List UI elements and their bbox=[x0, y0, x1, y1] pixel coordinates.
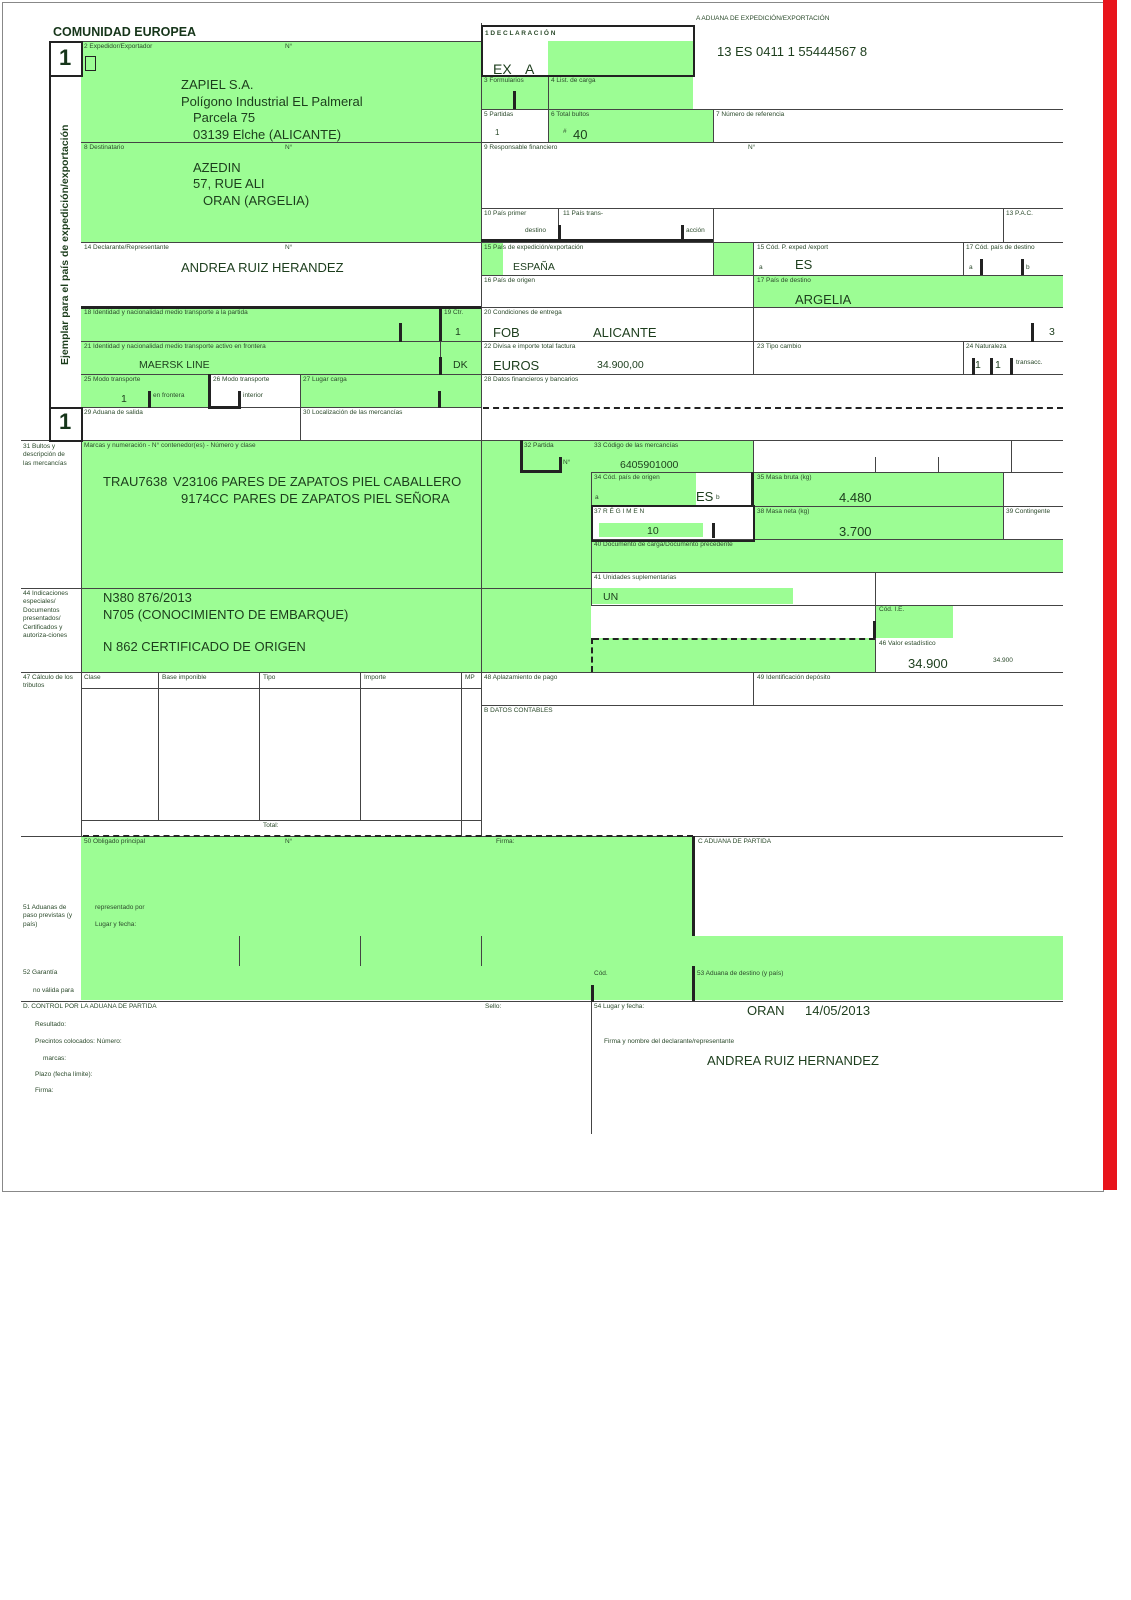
consignee-line3: ORAN (ARGELIA) bbox=[203, 193, 310, 208]
document-line1: N380 876/2013 bbox=[103, 590, 192, 605]
box22-label: 22 Divisa e importe total factura bbox=[484, 343, 576, 350]
rule bbox=[481, 705, 1063, 706]
container-value: 1 bbox=[455, 326, 461, 338]
box21-label: 21 Identidad y nacionalidad medio transporte activo en frontera bbox=[84, 343, 266, 350]
destination-country: ARGELIA bbox=[795, 292, 852, 307]
box29-label: 29 Aduana de salida bbox=[84, 409, 143, 416]
box17-code-a: a bbox=[969, 264, 973, 271]
box50-no-label: N° bbox=[285, 838, 293, 845]
rule bbox=[753, 506, 1063, 507]
gross-mass: 4.480 bbox=[839, 490, 872, 505]
box6-value: 40 bbox=[573, 127, 588, 142]
rule bbox=[21, 588, 591, 589]
exporter-line2: Polígono Industrial EL Palmeral bbox=[181, 94, 363, 109]
box34-code-b: b bbox=[716, 494, 720, 501]
consignee-line2: 57, RUE ALI bbox=[193, 176, 265, 191]
form-title: COMUNIDAD EUROPEA bbox=[53, 25, 197, 39]
box11-label2: acción bbox=[686, 227, 705, 234]
incoterm-code: 3 bbox=[1049, 326, 1055, 338]
box15-code-label: 15 Cód. P. exped /export bbox=[757, 244, 829, 251]
box8-no-label: N° bbox=[285, 144, 293, 151]
bold-rule bbox=[1010, 358, 1013, 375]
bold-rule bbox=[1021, 259, 1024, 275]
rule bbox=[239, 936, 240, 966]
exporter-line1: ZAPIEL S.A. bbox=[181, 77, 254, 92]
tax-header-base: Base imponible bbox=[162, 674, 207, 681]
box14-label: 14 Declarante/Representante bbox=[84, 244, 169, 251]
tax-header-class: Clase bbox=[84, 674, 101, 681]
rule bbox=[591, 605, 1063, 606]
box1-label: 1 D E C L A R A C I Ó N bbox=[485, 30, 556, 37]
transaction-nature-2: 1 bbox=[995, 359, 1001, 371]
copy-number-bottom: 1 bbox=[59, 409, 72, 434]
rule bbox=[591, 572, 1063, 573]
statistical-value-small: 34.900 bbox=[993, 657, 1013, 664]
vessel-name: MAERSK LINE bbox=[139, 359, 210, 371]
box50-label: 50 Obligado principal bbox=[84, 838, 146, 845]
tax-total-label: Total: bbox=[263, 822, 279, 829]
box17-code-b: b bbox=[1026, 264, 1030, 271]
box25-sub: en frontera bbox=[153, 392, 185, 399]
box54-signature-label: Firma y nombre del declarante/representante bbox=[604, 1038, 735, 1045]
rule bbox=[548, 75, 549, 143]
dashed-rule bbox=[483, 407, 1063, 409]
box9-no-label: N° bbox=[748, 144, 756, 151]
box19-label: 19 Ctr. bbox=[444, 309, 464, 316]
bold-rule bbox=[148, 391, 151, 408]
box17-label: 17 Cód. país de destino bbox=[966, 244, 1035, 251]
boxD-deadline-label: Plazo (fecha límite): bbox=[35, 1071, 93, 1078]
bold-rule bbox=[751, 472, 754, 505]
bold-rule bbox=[873, 621, 876, 638]
principal-field[interactable] bbox=[81, 836, 693, 936]
bold-rule bbox=[439, 307, 442, 341]
boxD-signature-label: Firma: bbox=[35, 1087, 54, 1094]
boxD-marks-label: marcas: bbox=[43, 1055, 67, 1062]
box9-label: 9 Responsable financiero bbox=[484, 144, 558, 151]
box50-represented-label: representado por bbox=[95, 904, 145, 911]
border-transport-mode: 1 bbox=[121, 393, 127, 405]
goods-line2-desc: PARES DE ZAPATOS PIEL SEÑORA bbox=[233, 491, 450, 506]
rule bbox=[360, 936, 361, 966]
bold-rule bbox=[712, 523, 715, 538]
rule bbox=[81, 820, 481, 821]
bold-rule bbox=[990, 358, 993, 375]
rule bbox=[81, 374, 1063, 375]
box31-side-label: 31 Bultos y descripción de las mercancías bbox=[23, 443, 67, 467]
rule bbox=[360, 672, 361, 821]
goods-line1-desc: V23106 PARES DE ZAPATOS PIEL CABALLERO bbox=[173, 474, 462, 489]
customs-regime: 10 bbox=[647, 525, 659, 537]
box41-label: 41 Unidades suplementarias bbox=[594, 574, 677, 581]
boxD-result-label: Resultado: bbox=[35, 1021, 67, 1028]
box23-label: 23 Tipo cambio bbox=[757, 343, 802, 350]
box35-label: 35 Masa bruta (kg) bbox=[757, 474, 812, 481]
box10-label2: destino bbox=[525, 227, 546, 234]
dispatch-country: ESPAÑA bbox=[513, 261, 555, 273]
box26-sub: interior bbox=[243, 392, 263, 399]
rule bbox=[21, 672, 1063, 673]
rule bbox=[753, 242, 754, 374]
box2-label: 2 Expedidor/Exportador bbox=[84, 43, 153, 50]
rule bbox=[963, 341, 964, 374]
rule bbox=[713, 109, 714, 143]
box52-code-label: Cód. bbox=[594, 970, 608, 977]
bold-rule bbox=[439, 357, 442, 375]
rule bbox=[481, 672, 482, 836]
origin-country-code: ES bbox=[696, 489, 714, 504]
special-mentions-extra bbox=[591, 638, 875, 672]
box49-label: 49 Identificación depósito bbox=[757, 674, 831, 681]
box32-label: 32 Partida bbox=[524, 442, 554, 449]
tax-header-rate: Tipo bbox=[263, 674, 276, 681]
bold-rule bbox=[591, 985, 594, 1002]
bold-rule bbox=[559, 457, 562, 473]
dispatch-code: ES bbox=[795, 257, 813, 272]
rule bbox=[481, 109, 1063, 110]
bold-rule bbox=[238, 391, 241, 408]
copy-side-label: Ejemplar para el país de expedición/exportación bbox=[59, 124, 71, 365]
supplementary-units: UN bbox=[603, 591, 619, 603]
box2-no-label: N° bbox=[285, 43, 293, 50]
customs-declaration-form bbox=[2, 2, 1104, 1192]
exporter-checkbox[interactable] bbox=[85, 56, 96, 71]
rule bbox=[158, 672, 159, 821]
bold-rule bbox=[1031, 323, 1034, 342]
declaration-type: EX bbox=[493, 61, 512, 77]
declarant-signature-name: ANDREA RUIZ HERNANDEZ bbox=[707, 1053, 879, 1068]
invoice-amount: 34.900,00 bbox=[597, 359, 644, 371]
box34-label: 34 Cód. país de origen bbox=[594, 474, 660, 481]
box50-place-date-label: Lugar y fecha: bbox=[95, 921, 137, 928]
rule bbox=[300, 374, 301, 440]
declaration-subtype: A bbox=[525, 61, 535, 77]
box33-label: 33 Código de las mercancías bbox=[594, 442, 679, 449]
incoterm-place: ALICANTE bbox=[593, 325, 657, 340]
box40-label: 40 Documento de carga/Documento precedente bbox=[594, 541, 733, 548]
boxD-seals-label: Precintos colocados: Número: bbox=[35, 1038, 122, 1045]
box30-label: 30 Localización de las mercancías bbox=[303, 409, 403, 416]
box51-side-label: 51 Aduanas de paso previstas (y país) bbox=[23, 904, 73, 928]
box4-label: 4 List. de carga bbox=[551, 77, 596, 84]
document-line3: N 862 CERTIFICADO DE ORIGEN bbox=[103, 639, 306, 654]
bold-rule bbox=[520, 440, 523, 473]
bold-rule bbox=[520, 470, 562, 473]
bold-rule bbox=[513, 91, 516, 109]
bold-rule bbox=[681, 225, 684, 242]
goods-line2-mark: 9174CC bbox=[181, 491, 229, 506]
box24-suffix: transacc. bbox=[1016, 359, 1043, 366]
goods-description-field[interactable] bbox=[81, 440, 591, 588]
vessel-country: DK bbox=[453, 359, 468, 371]
declaration-place: ORAN bbox=[747, 1003, 785, 1018]
dashed-rule bbox=[591, 638, 593, 672]
copy-number: 1 bbox=[59, 45, 72, 70]
document-line2: N705 (CONOCIMIENTO DE EMBARQUE) bbox=[103, 607, 349, 622]
rule bbox=[21, 1001, 1063, 1002]
rule bbox=[938, 457, 939, 473]
consignee-line1: AZEDIN bbox=[193, 160, 241, 175]
box10-label: 10 País primer bbox=[484, 210, 527, 217]
rule bbox=[1011, 440, 1012, 473]
box6-prefix: # bbox=[563, 128, 567, 135]
box44-code-ie: Cód. I.E. bbox=[879, 606, 905, 613]
declarant-name: ANDREA RUIZ HERANDEZ bbox=[181, 260, 344, 275]
box47-side-label: 47 Cálculo de los tributos bbox=[23, 674, 73, 690]
box50-signature-label: Firma: bbox=[496, 838, 515, 845]
bold-rule bbox=[558, 225, 561, 242]
exporter-line3: Parcela 75 bbox=[193, 110, 256, 125]
box54-label: 54 Lugar y fecha: bbox=[594, 1003, 645, 1010]
box52-side-label: 52 Garantía bbox=[23, 969, 58, 976]
box48-label: 48 Aplazamiento de pago bbox=[484, 674, 558, 681]
box31-label: Marcas y numeración - N° contenedor(es) - Número y clase bbox=[84, 442, 256, 449]
dispatch-code-field[interactable] bbox=[713, 242, 753, 276]
box24-label: 24 Naturaleza bbox=[966, 343, 1007, 350]
commodity-code: 6405901000 bbox=[620, 459, 679, 471]
box44-side-label: 44 Indicaciones especiales/ Documentos presentados/ Certificados y autoriza-ciones bbox=[23, 590, 69, 640]
bold-rule bbox=[980, 259, 983, 275]
rule bbox=[1003, 208, 1004, 242]
dashed-rule bbox=[593, 638, 875, 640]
box18-label: 18 Identidad y nacionalidad medio transporte a la partida bbox=[84, 309, 248, 316]
boxD-label: D. CONTROL POR LA ADUANA DE PARTIDA bbox=[23, 1003, 157, 1010]
boxD-seal-label: Sello: bbox=[485, 1003, 502, 1010]
exporter-line4: 03139 Elche (ALICANTE) bbox=[193, 127, 342, 142]
bold-rule bbox=[692, 836, 695, 936]
box17-dest-label: 17 País de destino bbox=[757, 277, 811, 284]
box6-label: 6 Total bultos bbox=[551, 111, 590, 118]
net-mass: 3.700 bbox=[839, 524, 872, 539]
rule bbox=[21, 440, 1063, 441]
box15-code-a: a bbox=[759, 264, 763, 271]
rule bbox=[753, 672, 754, 705]
box27-label: 27 Lugar carga bbox=[303, 376, 347, 383]
box32-no-label: N° bbox=[563, 459, 571, 466]
box38-label: 38 Masa neta (kg) bbox=[757, 508, 810, 515]
box3-label: 3 Formularios bbox=[484, 77, 524, 84]
rule bbox=[1003, 472, 1004, 539]
box8-label: 8 Destinatario bbox=[84, 144, 125, 151]
guarantee-field[interactable] bbox=[81, 966, 1063, 1000]
box28-label: 28 Datos financieros y bancarios bbox=[484, 376, 579, 383]
bold-rule bbox=[399, 323, 402, 342]
box46-label: 46 Valor estadístico bbox=[879, 640, 936, 647]
bold-rule bbox=[481, 239, 713, 242]
rule bbox=[481, 936, 482, 966]
statistical-value: 34.900 bbox=[908, 656, 948, 671]
goods-line1-mark: TRAU7638 bbox=[103, 474, 168, 489]
rule bbox=[461, 672, 462, 836]
form-edge-bar bbox=[1103, 0, 1117, 1190]
box37-label: 37 R É G I M E N bbox=[594, 508, 645, 515]
boxB-label: B DATOS CONTABLES bbox=[484, 707, 553, 714]
box52-sub-label: no válida para bbox=[33, 987, 74, 994]
box11-label: 11 País trans- bbox=[563, 210, 603, 217]
rule bbox=[875, 457, 876, 473]
rule bbox=[713, 208, 714, 275]
rule bbox=[591, 1001, 592, 1134]
box13-label: 13 P.A.C. bbox=[1006, 210, 1033, 217]
rule bbox=[81, 688, 481, 689]
rule bbox=[81, 407, 481, 408]
transit-offices-field[interactable] bbox=[81, 936, 1063, 966]
box5-label: 5 Partidas bbox=[484, 111, 514, 118]
box25-label: 25 Modo transporte bbox=[84, 376, 141, 383]
box20-label: 20 Condiciones de entrega bbox=[484, 309, 562, 316]
tax-header-mp: MP bbox=[465, 674, 475, 681]
rule bbox=[81, 341, 1063, 342]
rule bbox=[259, 672, 260, 821]
boxC-label: C ADUANA DE PARTIDA bbox=[698, 838, 772, 845]
copy-column-border bbox=[49, 73, 51, 407]
box15-label: 15 País de expedición/exportación bbox=[484, 244, 584, 251]
rule bbox=[963, 242, 964, 275]
box5-value: 1 bbox=[495, 128, 500, 137]
rule bbox=[591, 472, 1063, 473]
bold-rule bbox=[208, 374, 211, 409]
rule bbox=[81, 440, 82, 836]
box34-code-a: a bbox=[595, 494, 599, 501]
bold-rule bbox=[208, 406, 241, 409]
tax-header-amount: Importe bbox=[364, 674, 387, 681]
box-a-label: A ADUANA DE EXPEDICIÓN/EXPORTACIÓN bbox=[696, 15, 830, 22]
box39-label: 39 Contingente bbox=[1006, 508, 1051, 515]
bold-rule bbox=[438, 391, 441, 408]
bold-rule bbox=[692, 966, 695, 1001]
incoterm: FOB bbox=[493, 325, 520, 340]
box16-label: 16 País de origen bbox=[484, 277, 535, 284]
rule bbox=[481, 275, 1063, 276]
box-a-value: 13 ES 0411 1 55444567 8 bbox=[717, 44, 868, 59]
rule bbox=[481, 23, 482, 672]
consignee-field[interactable] bbox=[81, 142, 481, 242]
box14-no-label: N° bbox=[285, 244, 293, 251]
transaction-nature-1: 1 bbox=[975, 359, 981, 371]
rule bbox=[481, 208, 1063, 209]
box7-label: 7 Número de referencia bbox=[716, 111, 785, 118]
supplementary-units-field[interactable] bbox=[591, 588, 793, 604]
rule bbox=[81, 41, 481, 42]
rule bbox=[81, 242, 1063, 243]
dashed-rule bbox=[83, 835, 693, 837]
invoice-currency: EUROS bbox=[493, 358, 540, 373]
box26-label: 26 Modo transporte bbox=[213, 376, 270, 383]
declaration-date: 14/05/2013 bbox=[805, 1003, 871, 1018]
box53-label: 53 Aduana de destino (y país) bbox=[697, 970, 784, 977]
